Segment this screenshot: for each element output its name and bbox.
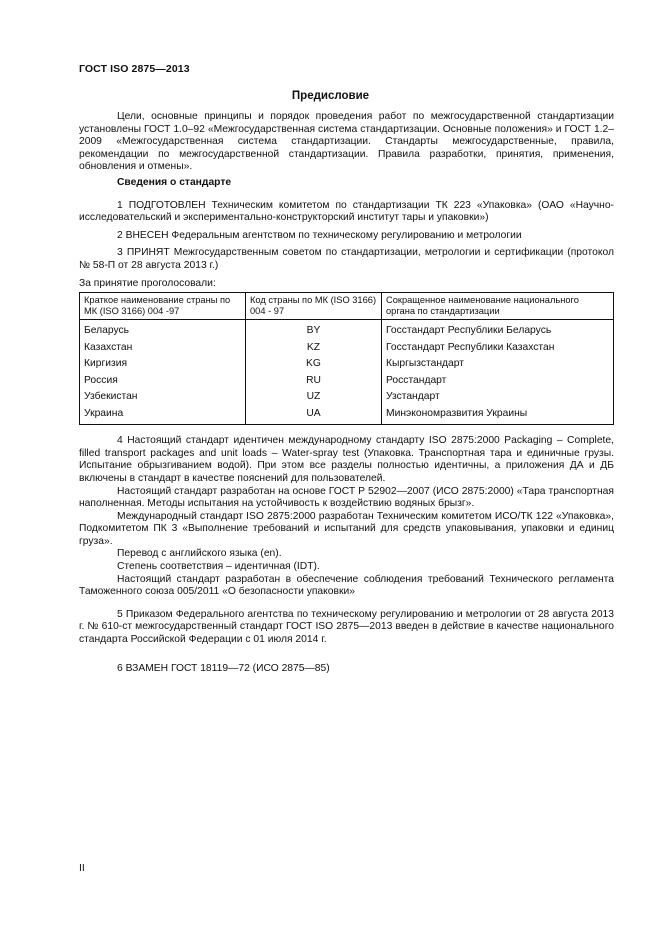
item-4-basis-paragraph: Настоящий стандарт разработан на основе ГОСТ Р 52902—2007 (ИСО 2875:2000) «Тара транспортная наполненная. Методы испытания на устойчивость к воздействию водяных брызг». bbox=[79, 485, 614, 510]
document-code-header: ГОСТ ISO 2875—2013 bbox=[79, 63, 190, 75]
item-3-paragraph: 3 ПРИНЯТ Межгосударственным советом по стандартизации, метрологии и сертификации (протокол № 58-П от 28 августа 2013 г.) bbox=[79, 247, 614, 271]
country-code: UZ bbox=[246, 389, 382, 406]
country-name: Узбекистан bbox=[80, 389, 246, 406]
standards-body: Госстандарт Республики Беларусь bbox=[382, 320, 614, 340]
country-code: RU bbox=[246, 373, 382, 390]
country-code: KZ bbox=[246, 340, 382, 357]
item-1-paragraph: 1 ПОДГОТОВЛЕН Техническим комитетом по стандартизации ТК 223 «Упаковка» (ОАО «Научно-исследовательский и экспериментально-конструкторский институт тары и упаковки») bbox=[79, 199, 614, 224]
table-header-code: Код страны по МК (ISO 3166) 004 - 97 bbox=[246, 293, 382, 320]
standards-body: Узстандарт bbox=[382, 389, 614, 406]
table-row bbox=[80, 356, 614, 373]
section-heading: Сведения о стандарте bbox=[117, 176, 232, 188]
document-body bbox=[79, 111, 614, 675]
country-name: Беларусь bbox=[80, 320, 246, 340]
table-header-row bbox=[80, 293, 614, 320]
item-4-translation-paragraph: Перевод с английского языка (en). bbox=[117, 548, 282, 560]
item-5-paragraph: 5 Приказом Федерального агентства по техническому регулированию и метрологии от 28 августа 2013 г. № 610-ст межгосударственный стандарт ГОСТ ISO 2875—2013 введен в действие в качестве национального стандарта Российской Федерации с 01 июля 2014 г. bbox=[79, 608, 614, 646]
item-4-regulation-paragraph: Настоящий стандарт разработан в обеспечение соблюдения требований Технического регламента Таможенного союза 005/2011 «О безопасности упаковки» bbox=[79, 573, 614, 598]
page-title: Предисловие bbox=[291, 90, 370, 102]
country-code: BY bbox=[246, 320, 382, 340]
country-name: Украина bbox=[80, 406, 246, 425]
standards-body: Госстандарт Республики Казахстан bbox=[382, 340, 614, 357]
item-6-paragraph: 6 ВЗАМЕН ГОСТ 18119—72 (ИСО 2875—85) bbox=[117, 662, 330, 674]
item-4-paragraph: 4 Настоящий стандарт идентичен международному стандарту ISO 2875:2000 Packaging – Complete, filled transport packages and unit loads – Water-spray test (Упаковка. Транспортная тара и единичные грузы. Испытание обрызгиванием водой). При этом все разделы полностью идентичны, а приложения ДА и ДБ включены в стандарт в качестве пояснений для пользователей. bbox=[79, 435, 614, 484]
country-code: UA bbox=[246, 406, 382, 425]
standards-body: Минэкономразвития Украины bbox=[382, 406, 614, 425]
table-header-country: Краткое наименование страны по МК (ISO 3166) 004 -97 bbox=[80, 293, 246, 320]
country-name: Киргизия bbox=[80, 356, 246, 373]
item-2-paragraph: 2 ВНЕСЕН Федеральным агентством по техническому регулированию и метрологии bbox=[117, 229, 522, 241]
voting-table bbox=[79, 292, 614, 425]
item-4-committee-paragraph: Международный стандарт ISO 2875:2000 разработан Техническим комитетом ИСО/ТК 122 «Упаковка», Подкомитетом ПК 3 «Выполнение требований и испытаний для средств упаковывания, упаковки и единиц груза». bbox=[79, 510, 614, 547]
country-code: KG bbox=[246, 356, 382, 373]
table-row bbox=[80, 406, 614, 425]
intro-paragraph: Цели, основные принципы и порядок проведения работ по межгосударственной стандартизации установлены ГОСТ 1.0–92 «Межгосударственная система стандартизации. Основные положения» и ГОСТ 1.2–2009 «Межгосударственная система стандартизации. Стандарты межгосударственные, правила, рекомендации по межгосударственной стандартизации. Правила разработки, принятия, применения, обновления и отмены». bbox=[79, 111, 614, 173]
table-header-body: Сокращенное наименование национального органа по стандартизации bbox=[382, 293, 614, 320]
voted-label: За принятие проголосовали: bbox=[79, 277, 216, 289]
standards-body: Росстандарт bbox=[382, 373, 614, 390]
standards-body: Кыргызстандарт bbox=[382, 356, 614, 373]
page-number: II bbox=[79, 862, 85, 874]
table-row bbox=[80, 320, 614, 340]
table-row bbox=[80, 340, 614, 357]
table-row bbox=[80, 373, 614, 390]
country-name: Казахстан bbox=[80, 340, 246, 357]
table-row bbox=[80, 389, 614, 406]
item-4-conformity-paragraph: Степень соответствия – идентичная (IDT). bbox=[117, 561, 320, 573]
country-name: Россия bbox=[80, 373, 246, 390]
